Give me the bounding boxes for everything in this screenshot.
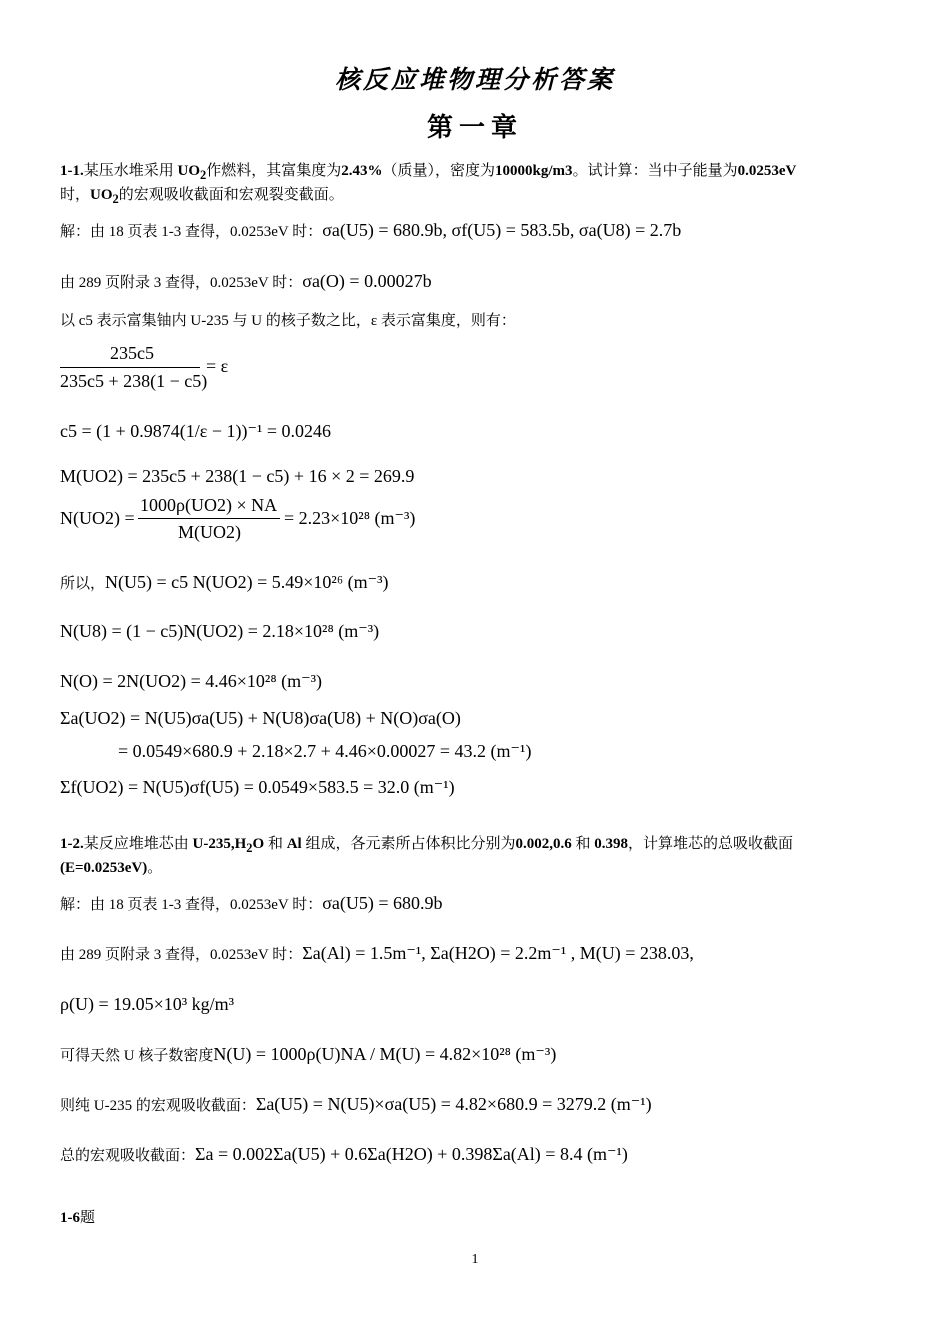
equation-macro-absorption-result: = 0.0549×680.9 + 2.18×2.7 + 4.46×0.00027 = 43.2 (m⁻¹)	[118, 741, 532, 761]
problem-1-2-line2: (E=0.0253eV)。	[60, 860, 163, 876]
problem-number: 1-2.	[60, 836, 84, 852]
problem-1-6-heading: 1-6题	[60, 1210, 96, 1226]
fraction-bar	[60, 367, 200, 368]
solution-1-2-line5: 则纯 U-235 的宏观吸收截面：Σa(U5) = N(U5)×σa(U5) = 4.82×680.9 = 3279.2 (m⁻¹)	[60, 1094, 652, 1114]
fraction-bar	[138, 518, 280, 519]
solution-1-1-line2: 由 289 页附录 3 查得，0.0253eV 时：σa(O) = 0.00027b	[60, 271, 432, 291]
equation-n-uo2-numerator: 1000ρ(UO2) × NA	[140, 495, 278, 515]
equation-molar-mass: M(UO2) = 235c5 + 238(1 − c5) + 16 × 2 = 269.9	[60, 466, 415, 486]
problem-1-1-line2: 时，$UO_2$的宏观吸收截面和宏观裂变截面。	[60, 187, 344, 206]
equation-n-uo2-denominator: M(UO2)	[178, 522, 241, 542]
equation-macro-fission: Σf(UO2) = N(U5)σf(U5) = 0.0549×583.5 = 32.0 (m⁻¹)	[60, 777, 455, 797]
equation-n-u5-line: 所以，N(U5) = c5 N(UO2) = 5.49×10²⁶ (m⁻³)	[60, 572, 389, 592]
equation-c5: c5 = (1 + 0.9874(1/ε − 1))⁻¹ = 0.0246	[60, 421, 332, 441]
solution-1-2-line2: 由 289 页附录 3 查得，0.0253eV 时：Σa(Al) = 1.5m⁻¹, Σa(H2O) = 2.2m⁻¹ , M(U) = 238.03,	[60, 943, 694, 963]
solution-1-1-line1: 解：由 18 页表 1-3 查得，0.0253eV 时：σa(U5) = 680.9b, σf(U5) = 583.5b, σa(U8) = 2.7b	[60, 220, 682, 240]
equation-n-uo2-lhs: N(UO2) =	[60, 508, 135, 528]
equation-n-o: N(O) = 2N(UO2) = 4.46×10²⁸ (m⁻³)	[60, 671, 322, 691]
solution-1-1-line3: 以 c5 表示富集铀内 U-235 与 U 的核子数之比，ε 表示富集度，则有：	[60, 313, 516, 329]
problem-1-1-line1: 1-1.某压水堆采用 $UO_2$作燃料，其富集度为2.43%（质量），密度为10000kg/m3。试计算：当中子能量为0.0253eV	[60, 163, 797, 182]
equation-n-uo2-rhs: = 2.23×10²⁸ (m⁻³)	[284, 508, 416, 528]
solution-1-2-line1: 解：由 18 页表 1-3 查得，0.0253eV 时：σa(U5) = 680.9b	[60, 893, 443, 913]
equation-macro-absorption: Σa(UO2) = N(U5)σa(U5) + N(U8)σa(U8) + N(O)σa(O)	[60, 708, 461, 728]
document-title: 核反应堆物理分析答案	[334, 67, 615, 94]
solution-1-2-line6: 总的宏观吸收截面：Σa = 0.002Σa(U5) + 0.6Σa(H2O) + 0.398Σa(Al) = 8.4 (m⁻¹)	[60, 1144, 628, 1164]
equation-n-u8: N(U8) = (1 − c5)N(UO2) = 2.18×10²⁸ (m⁻³)	[60, 621, 380, 641]
equation-density-u: ρ(U) = 19.05×10³ kg/m³	[60, 994, 235, 1014]
solution-1-2-line4: 可得天然 U 核子数密度N(U) = 1000ρ(U)NA / M(U) = 4.82×10²⁸ (m⁻³)	[60, 1044, 557, 1064]
fraction-rhs: = ε	[206, 356, 229, 376]
fraction-numerator: 235c5	[110, 343, 154, 363]
chapter-heading: 第一章	[426, 113, 523, 142]
problem-1-2-line1: 1-2.某反应堆堆芯由 $U-235,H_2O$ 和 Al 组成，各元素所占体积比分别为0.002,0.6 和 0.398，计算堆芯的总吸收截面	[60, 836, 793, 855]
cross-section-equation: σa(U5) = 680.9b, σf(U5) = 583.5b, σa(U8) = 2.7b	[322, 220, 682, 240]
page-number: 1	[471, 1252, 479, 1267]
fraction-denominator: 235c5 + 238(1 − c5)	[60, 371, 208, 391]
problem-number: 1-1.	[60, 163, 84, 179]
